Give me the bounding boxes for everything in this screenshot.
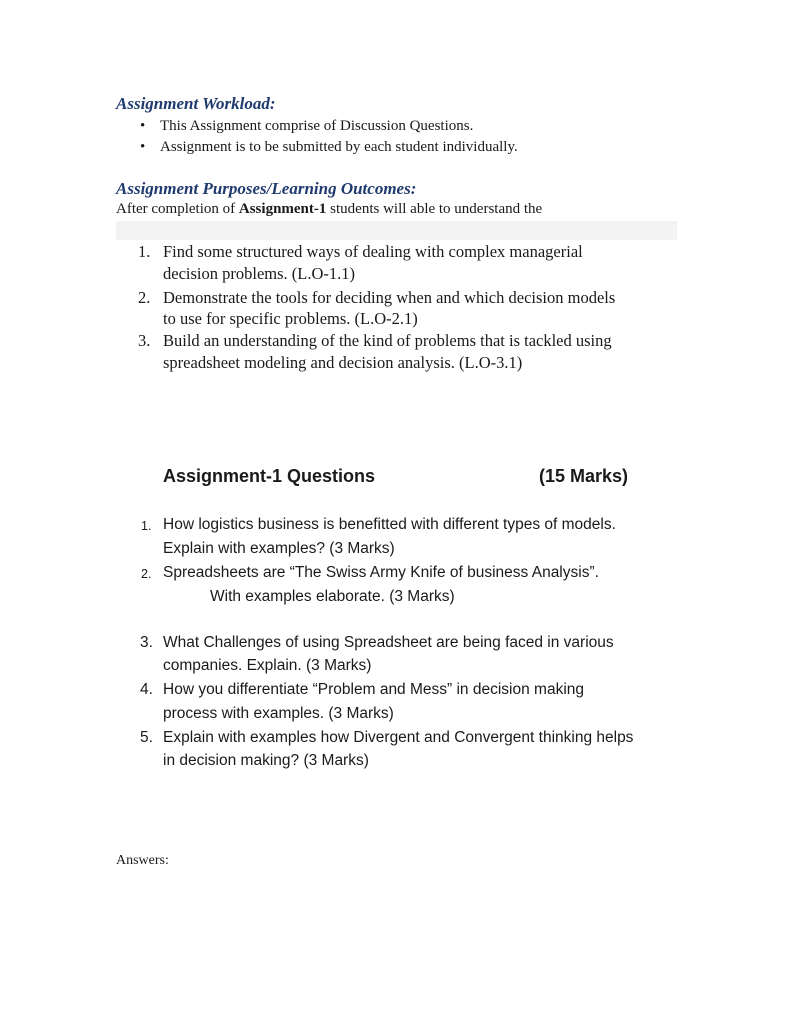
outcome-item-1: 1. (138, 242, 151, 261)
outcome-item-3-line1: Build an understanding of the kind of problems that is tackled using (163, 331, 612, 350)
question-2-number: 2. (141, 567, 152, 581)
workload-bullet-1: • This Assignment comprise of Discussion Questions. (140, 118, 474, 134)
question-5-number: 5. (140, 729, 153, 746)
outcome-item-1-line2: decision problems. (L.O-1.1) (163, 264, 355, 283)
question-1-number: 1. (141, 519, 152, 533)
workload-bullet-2: • Assignment is to be submitted by each student individually. (140, 139, 518, 155)
questions-title: Assignment-1 Questions (163, 466, 376, 486)
question-4-line1: How you differentiate “Problem and Mess” in decision making (163, 681, 584, 698)
question-2-line2: With examples elaborate. (3 Marks) (210, 588, 455, 605)
question-3-line1: What Challenges of using Spreadsheet are being faced in various (163, 634, 614, 651)
question-4-line2: process with examples. (3 Marks) (163, 705, 394, 722)
outcome-item-1-line1: Find some structured ways of dealing with complex managerial (163, 242, 583, 261)
questions-marks: (15 Marks) (539, 466, 629, 486)
question-3-number: 3. (140, 634, 153, 651)
question-3-line2: companies. Explain. (3 Marks) (163, 657, 372, 674)
outcome-item-3: 3. (138, 331, 151, 350)
question-5-line1: Explain with examples how Divergent and Convergent thinking helps (163, 729, 634, 746)
outcome-item-2: 2. (138, 288, 151, 307)
answers-label: Answers: (116, 853, 169, 868)
question-1-line2: Explain with examples? (3 Marks) (163, 540, 395, 557)
assignment-name: Assignment-1 (238, 201, 327, 217)
bullet-icon: • (140, 118, 146, 134)
question-5-line2: in decision making? (3 Marks) (163, 752, 369, 769)
shaded-band (116, 221, 677, 240)
outcome-item-2-line2: to use for specific problems. (L.O-2.1) (163, 309, 418, 328)
workload-heading: Assignment Workload: (116, 94, 276, 113)
bullet-icon: • (140, 139, 146, 155)
outcomes-heading: Assignment Purposes/Learning Outcomes: (116, 179, 417, 198)
outcome-item-2-line1: Demonstrate the tools for deciding when and which decision models (163, 288, 616, 307)
question-4-number: 4. (140, 681, 153, 698)
outcomes-intro: After completion of Assignment-1 students will able to understand the (116, 201, 543, 217)
question-1-line1: How logistics business is benefitted with different types of models. (163, 516, 616, 533)
question-2-line1: Spreadsheets are “The Swiss Army Knife of business Analysis”. (163, 564, 599, 581)
outcome-item-3-line2: spreadsheet modeling and decision analysis. (L.O-3.1) (163, 353, 523, 372)
